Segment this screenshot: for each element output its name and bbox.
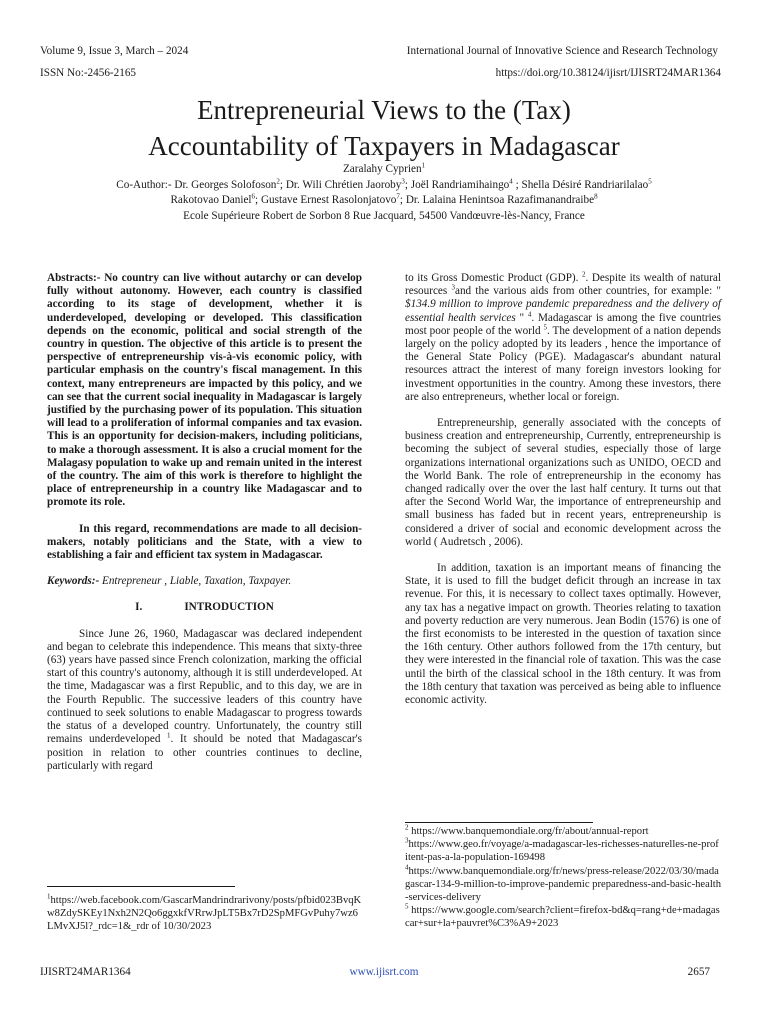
footer-site-link[interactable]: www.ijisrt.com xyxy=(349,966,419,978)
footnote-separator-left xyxy=(47,886,235,887)
paper-title xyxy=(0,92,768,164)
section-heading: I. INTRODUCTION xyxy=(135,601,274,614)
right-column xyxy=(405,272,721,707)
right-paragraph-1: to its Gross Domestic Product (GDP). $^2$. Despite its wealth of natural resources $^3$and the various aids from other countries, for example: " $134.9 million to improve pandemic preparedness and the delivery of essential health services " $^4$. Madagascar is among the five countries most poor people of the world $^5$. The development of a nation depends largely on the policy adopted by its leaders , hence the importance of the General State Policy (PGE). Madagascar's abundant natural resources attract the interest of many foreign investors looking for investment opportunities in the country. Among these investors, there are also entrepreneurs, whether local or foreign. xyxy=(405,270,721,403)
right-paragraph-3: In addition, taxation is an important means of financing the State, it is used to fill the budget deficit through an increase in tax revenue. For this, it is necessary to collect taxes optimally. However, any tax has a negative impact on growth. Theories relating to taxation and poverty reduction are very numerous. Jean Bodin (1576) is one of the first economists to be interested in the question of taxation since the 16th century. Other authors followed from the 17th century, but they were interested in the financial role of taxation. This was the case until the birth of the classical school in the 18th century. It was from the 18th century that taxation was perceived as being able to influence economic activity. xyxy=(405,562,721,707)
footnotes-right xyxy=(405,825,721,931)
keywords: Keywords:- Entrepreneur , Liable, Taxation, Taxpayer. xyxy=(47,575,292,588)
co-authors: Co-Author:- Dr. Georges Solofoson$^2$; Dr. Wili Chrétien Jaoroby$^3$; Joël Randriamihaingo$^4$ ; Shella Désiré Randriarilalao$^5$ xyxy=(116,176,652,191)
intro-paragraph: Since June 26, 1960, Madagascar was declared independent and began to celebrate this independence. This means that sixty-three (63) years have passed since French colonization, marking the official start of this country's autonomy, although it is still underdeveloped. At the time, Madagascar was a first Republic, and to this day, we are in the Fourth Republic. The successive leaders of this country have continued to seek solutions to enable Madagascar to progress towards the status of a developed country. Unfortunately, the country still remains underdeveloped $^1$. It should be noted that Madagascar's position in relation to other countries continues to decline, particularly with regard xyxy=(47,627,362,772)
doi-link[interactable]: https://doi.org/10.38124/ijisrt/IJISRT24MAR1364 xyxy=(495,67,721,79)
footer-code: IJISRT24MAR1364 xyxy=(40,966,131,978)
co-authors-2: Rakotovao Daniel$^6$; Gustave Ernest Rasolonjatovo$^7$; Dr. Lalaina Henintsoa Razafimanandraibe$^8$ xyxy=(170,192,598,207)
title-line-2: Accountability of Taxpayers in Madagascar xyxy=(148,131,620,161)
footnote-separator-right xyxy=(405,822,593,823)
footnote-3[interactable]: $^3$https://www.geo.fr/voyage/a-madagascar-les-richesses-naturelles-ne-profitent-pas-a-la-population-169498 xyxy=(405,836,719,864)
affiliation: Ecole Supérieure Robert de Sorbon 8 Rue Jacquard, 54500 Vandœuvre-lès-Nancy, France xyxy=(183,209,585,222)
issn: ISSN No:-2456-2165 xyxy=(40,67,137,79)
left-column xyxy=(47,272,362,773)
footnote-1[interactable]: $^1$https://web.facebook.com/GascarMandrindrarivony/posts/pfbid023BvqKw8ZdySKEy1Nxh2N2Qo6ggxkfVRrwJpLT5Bx7rD2SpMFGvPuhy7wz6LMvXJ5l?_rdc=1&_rdr of 10/30/2023 xyxy=(47,892,362,933)
abstract: Abstracts:- No country can live without autarchy or can develop fully without autonomy. However, each country is classified according to its stage of development, whether it is underdeveloped, developing or developed. This classification depends on the economic, political and social strength of the country in question. The objective of this article is to present the perspective of entrepreneurship vis-à-vis economic policy, with particular emphasis on the country's fiscal management. In this context, many entrepreneurs are impacted by this policy, and we can see that the current social inequality in Madagascar is largely justified by the purchasing power of its population. This situation will lead to a proliferation of informal companies and tax evasion. This is an opportunity for decision-makers, including politicians, to make a thorough assessment. It is also a crucial moment for the Malagasy population to wake up and remain united in the interest of the country. The aim of this work is therefore to highlight the place of entrepreneurship in a country like Madagascar and to promote its role. xyxy=(47,272,362,509)
author-block xyxy=(40,162,728,224)
abstract-recommendation: In this regard, recommendations are made to all decision-makers, notably politicians and the State, with a view to establishing a fair and efficient tax system in Madagascar. xyxy=(47,522,362,562)
footnote-2[interactable]: $^2$ https://www.banquemondiale.org/fr/about/annual-report xyxy=(405,823,649,837)
footnotes-left xyxy=(47,894,362,934)
title-line-1: Entrepreneurial Views to the (Tax) xyxy=(197,95,571,125)
volume-info: Volume 9, Issue 3, March – 2024 xyxy=(40,45,189,57)
page-number: 2657 xyxy=(687,966,710,978)
footnote-5[interactable]: $^5$ https://www.google.com/search?client=firefox-bd&q=rang+de+madagascar+sur+la+pauvret%C3%A9+2023 xyxy=(405,902,720,930)
right-paragraph-2: Entrepreneurship, generally associated with the concepts of business creation and entrepreneurship, Currently, entrepreneurship is becoming the subject of several studies, especially those of large organizations international organizations such as UNIDO, OECD and the World Bank. The role of entrepreneurship in the economy has changed radically over the over the last half century. It turns out that after the Second World War, the importance of entrepreneurship and small business has faded but in recent years, entrepreneurship is considered a driver of social and economic development across the world ( Audretsch , 2006). xyxy=(405,417,721,548)
main-author: Zaralahy Cyprien$^1$ xyxy=(342,161,426,175)
footnote-4[interactable]: $^4$https://www.banquemondiale.org/fr/news/press-release/2022/03/30/madagascar-134-9-million-to-improve-pandemic preparedness-and-basic-health-services-delivery xyxy=(405,863,722,904)
journal-name: International Journal of Innovative Science and Research Technology xyxy=(406,45,718,57)
